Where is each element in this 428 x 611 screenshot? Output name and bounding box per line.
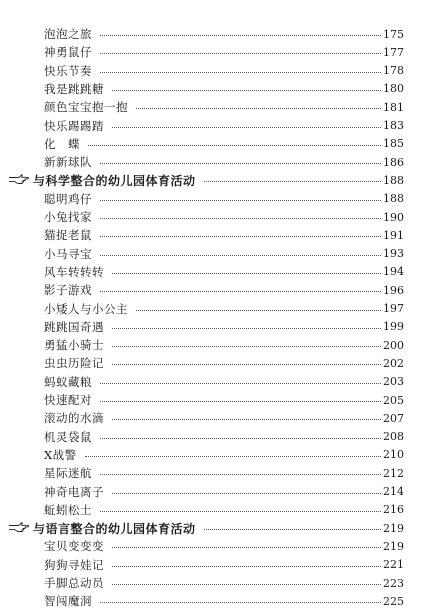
toc-entry — [0, 555, 428, 575]
dot-leader — [100, 72, 381, 73]
toc-entry — [0, 24, 428, 44]
toc-title: 虫虫历险记 — [44, 356, 104, 371]
page-number: 212 — [383, 466, 404, 480]
page-number: 178 — [383, 64, 404, 78]
dot-leader — [112, 273, 381, 274]
toc-title: 神勇鼠仔 — [44, 45, 92, 60]
dot-leader — [100, 401, 381, 402]
page-number: 185 — [383, 137, 404, 151]
page-number: 225 — [383, 594, 404, 608]
toc-entry — [0, 536, 428, 556]
dot-leader — [112, 419, 381, 420]
toc-title: 颜色宝宝抱一抱 — [44, 100, 128, 115]
page-number: 175 — [383, 27, 404, 41]
toc-title: 小兔找家 — [44, 210, 92, 224]
toc-title: 聪明鸡仔 — [44, 191, 92, 206]
dot-leader — [100, 474, 381, 475]
toc-entry — [0, 97, 428, 117]
toc-entry — [0, 445, 428, 465]
page-number: 183 — [383, 119, 404, 132]
toc-title: 小矮人与小公主 — [44, 301, 128, 316]
page-number: 208 — [383, 430, 404, 444]
page-number: 196 — [383, 283, 404, 297]
toc-title: 快乐节奏 — [44, 63, 92, 78]
toc-entry — [0, 372, 428, 392]
dot-leader — [112, 346, 381, 347]
page-number: 216 — [383, 503, 404, 517]
page-number: 188 — [383, 173, 404, 187]
toc-entry — [0, 353, 428, 373]
toc-entry — [0, 244, 428, 264]
dot-leader — [100, 35, 381, 36]
dot-leader — [100, 53, 381, 54]
page-number: 210 — [383, 448, 404, 462]
dot-leader — [88, 145, 381, 146]
toc-title: 我是跳跳糖 — [44, 81, 104, 96]
page-number: 180 — [383, 82, 404, 96]
toc-title: 智闯魔洞 — [44, 594, 92, 609]
toc-title: 小马寻宝 — [44, 246, 92, 261]
toc-entry — [0, 482, 428, 502]
dot-leader — [100, 200, 381, 201]
page-number: 186 — [383, 155, 404, 169]
toc-title: 新新球队 — [44, 155, 92, 170]
toc-entry — [0, 280, 428, 300]
toc-title: 跳跳国奇遇 — [44, 319, 104, 334]
page-number: 191 — [383, 228, 404, 242]
toc-entry — [0, 116, 428, 136]
toc-entry — [0, 463, 428, 483]
toc-title: 化 蝶 — [44, 136, 80, 151]
toc-title: 与科学整合的幼儿园体育活动 — [33, 173, 196, 188]
toc-entry — [0, 500, 428, 520]
toc-title: 影子游戏 — [44, 283, 92, 298]
dot-leader — [112, 364, 381, 365]
dot-leader — [100, 291, 381, 292]
dot-leader — [100, 511, 381, 512]
toc-entry — [0, 408, 428, 428]
page-number: 214 — [383, 485, 404, 498]
toc-entry — [0, 317, 428, 337]
page-number: 219 — [383, 539, 404, 553]
toc-title: 勇猛小骑士 — [44, 338, 104, 353]
page-number: 223 — [383, 576, 404, 590]
dot-leader — [100, 602, 381, 603]
pointing-hand-icon — [8, 522, 30, 534]
dot-leader — [112, 493, 381, 494]
toc-entry — [0, 61, 428, 81]
toc-title: 蚯蚓松土 — [44, 502, 92, 517]
toc-title: 快乐踢踢踏 — [44, 118, 104, 133]
pointing-hand-icon — [8, 174, 30, 186]
toc-entry — [0, 189, 428, 209]
dot-leader — [112, 584, 381, 585]
page-number: 200 — [383, 338, 404, 352]
toc-title: 滚动的水滴 — [44, 411, 104, 426]
page-number: 177 — [383, 45, 404, 59]
dot-leader — [100, 163, 381, 164]
dot-leader — [112, 547, 381, 548]
dot-leader — [100, 218, 381, 219]
dot-leader — [204, 181, 381, 182]
toc-entry — [0, 335, 428, 355]
toc-entry — [0, 134, 428, 154]
toc-title: 猫捉老鼠 — [44, 228, 92, 243]
dot-leader — [204, 529, 381, 530]
toc-title: X战警 — [44, 447, 77, 462]
toc-entry — [0, 79, 428, 99]
toc-title: 泡泡之旅 — [44, 27, 92, 41]
toc-title: 快速配对 — [44, 393, 92, 407]
page-number: 202 — [383, 356, 404, 370]
toc-title: 神奇电离子 — [44, 484, 104, 499]
toc-title: 星际迷航 — [44, 466, 92, 481]
toc-entry — [0, 42, 428, 62]
dot-leader — [100, 383, 381, 384]
toc-title: 宝贝变变变 — [44, 539, 104, 554]
page-number: 219 — [383, 521, 404, 535]
page-number: 188 — [383, 192, 404, 206]
dot-leader — [112, 90, 381, 91]
page-number: 221 — [383, 558, 404, 572]
toc-entry — [0, 262, 428, 282]
dot-leader — [100, 438, 381, 439]
page-number: 197 — [383, 302, 404, 315]
toc-entry — [0, 152, 428, 172]
dot-leader — [136, 310, 381, 311]
toc-title: 机灵袋鼠 — [44, 429, 92, 444]
dot-leader — [100, 255, 381, 256]
page-number: 205 — [383, 393, 404, 407]
toc-entry — [0, 207, 428, 227]
page-number: 193 — [383, 247, 404, 261]
toc-entry — [0, 390, 428, 410]
page-number: 203 — [383, 375, 404, 389]
dot-leader — [112, 566, 381, 567]
dot-leader — [100, 236, 381, 237]
dot-leader — [136, 108, 381, 109]
toc-title: 风车转转转 — [44, 264, 104, 279]
toc-entry — [0, 591, 428, 611]
page-number: 207 — [383, 411, 404, 425]
toc-entry — [0, 299, 428, 319]
page-number: 181 — [383, 100, 404, 114]
toc-title: 手脚总动员 — [44, 576, 104, 590]
toc-title: 与语言整合的幼儿园体育活动 — [33, 521, 196, 536]
toc-entry — [0, 427, 428, 447]
dot-leader — [112, 127, 381, 128]
dot-leader — [85, 456, 381, 457]
toc-entry — [0, 225, 428, 245]
toc-entry — [0, 573, 428, 593]
dot-leader — [112, 328, 381, 329]
toc-section-heading — [0, 518, 428, 538]
toc-title: 蚂蚁藏粮 — [44, 374, 92, 389]
page-number: 190 — [383, 210, 404, 224]
toc-title: 狗狗寻娃记 — [44, 557, 104, 572]
page-number: 199 — [383, 320, 404, 334]
page-number: 194 — [383, 265, 404, 279]
toc-section-heading — [0, 170, 428, 190]
